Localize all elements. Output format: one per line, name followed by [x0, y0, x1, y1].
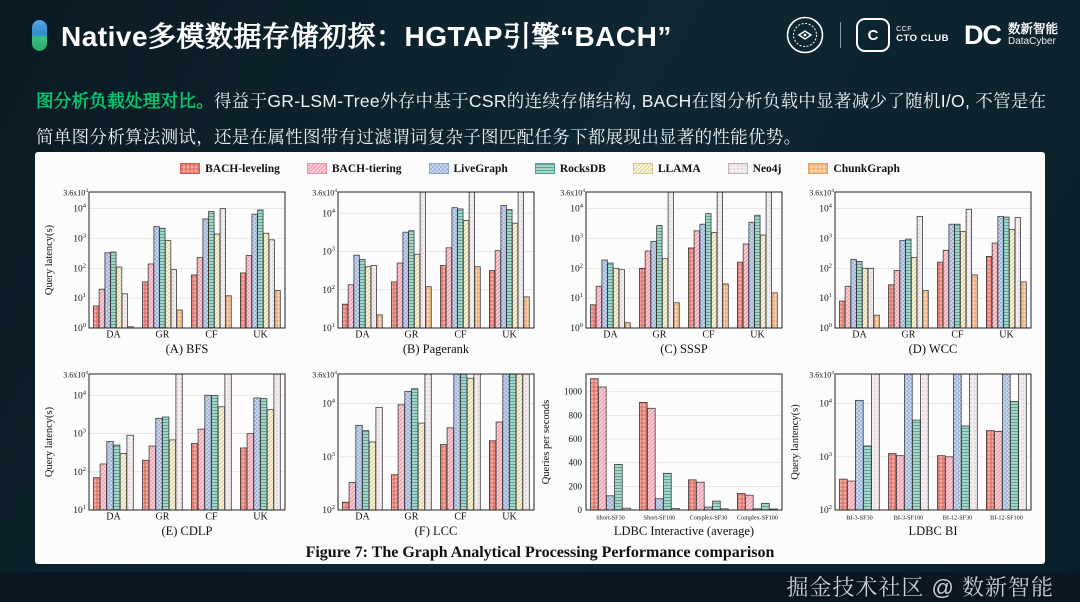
ccf-cto-club-logo	[856, 18, 949, 52]
svg-text:DA: DA	[603, 329, 618, 341]
slide-header	[32, 13, 1058, 57]
svg-text:102: $10^2$	[73, 262, 86, 275]
svg-text:1000: 1000	[564, 386, 582, 397]
svg-text:UK: UK	[998, 329, 1014, 341]
legend-item-neo4j: Neo4j	[728, 163, 782, 175]
chart-f-lcc	[292, 361, 541, 543]
figure-caption: Figure 7: The Graph Analytical Processing Performance comparison	[305, 544, 775, 561]
svg-text:100: $10^0$	[570, 322, 583, 334]
svg-text:UK: UK	[750, 329, 765, 341]
ccf-seal-logo	[785, 15, 825, 55]
svg-text:Queries per seconds: Queries per seconds	[541, 399, 552, 485]
svg-text:102: $10^2$	[73, 465, 86, 478]
svg-text:DA: DA	[354, 511, 370, 523]
svg-text:GR: GR	[155, 329, 170, 341]
svg-text:101: $10^1$	[73, 292, 86, 305]
watermark: 掘金技术社区 @ 数新智能	[786, 575, 1054, 600]
svg-text:200: 200	[568, 481, 582, 492]
svg-text:(F) LCC: (F) LCC	[414, 524, 457, 538]
logo-group	[785, 15, 1058, 55]
svg-text:104: $10^4$	[73, 389, 86, 402]
legend-item-livegraph: LiveGraph	[429, 163, 508, 175]
svg-text:DA: DA	[106, 329, 121, 341]
svg-text:Complex-SF100: Complex-SF100	[737, 514, 778, 522]
legend-item-llama: LLAMA	[633, 163, 701, 175]
description-highlight: 图分析负载处理对比。	[36, 91, 214, 111]
legend-item-chunkgraph: ChunkGraph	[808, 163, 899, 175]
svg-text:3.6x104: $3.6x10^4$	[560, 188, 585, 198]
svg-text:103: $10^3$	[570, 232, 583, 245]
svg-text:104: $10^4$	[321, 397, 335, 410]
svg-text:103: $10^3$	[73, 427, 86, 440]
svg-text:3.6x104: $3.6x10^4$	[63, 188, 88, 198]
svg-text:CF: CF	[950, 329, 964, 341]
svg-text:104: $10^4$	[73, 202, 86, 215]
svg-text:104: $10^4$	[570, 202, 583, 215]
legend-item-leveling: BACH-leveling	[180, 163, 280, 175]
svg-text:Short-SF100: Short-SF100	[643, 514, 676, 522]
svg-text:CF: CF	[205, 329, 218, 341]
svg-text:102: $10^2$	[818, 262, 832, 275]
svg-text:102: $10^2$	[321, 283, 335, 296]
chart-ldbc-interactive-average	[540, 361, 789, 543]
svg-text:100: $10^0$	[73, 322, 86, 334]
svg-text:LDBC Interactive (average): LDBC Interactive (average)	[613, 524, 755, 538]
svg-text:DA: DA	[106, 511, 121, 523]
svg-text:(E) CDLP: (E) CDLP	[161, 524, 213, 538]
cto-club-ccf-label: CCF	[896, 26, 912, 34]
dc-mark-icon: DC	[963, 19, 1001, 50]
svg-text:(B) Pagerank: (B) Pagerank	[402, 342, 469, 356]
svg-text:CF: CF	[702, 329, 715, 341]
svg-text:101: $10^1$	[73, 504, 86, 516]
svg-text:3.6x104: $3.6x10^4$	[808, 188, 834, 198]
svg-text:UK: UK	[253, 511, 268, 523]
figure-panel	[35, 152, 1045, 564]
svg-text:DA: DA	[354, 329, 370, 341]
svg-text:Query latency(s): Query latency(s)	[44, 224, 55, 296]
svg-text:103: $10^3$	[321, 245, 335, 258]
svg-text:GR: GR	[404, 511, 418, 523]
svg-text:100: $10^0$	[818, 322, 832, 334]
description-paragraph	[36, 84, 1052, 156]
datacyber-logo	[964, 20, 1058, 51]
svg-text:CF: CF	[205, 511, 218, 523]
cto-club-badge-icon: C	[856, 18, 890, 52]
svg-text:Short-SF30: Short-SF30	[596, 514, 625, 522]
svg-text:103: $10^3$	[73, 232, 86, 245]
svg-text:GR: GR	[155, 511, 170, 523]
svg-text:BI-3-SF30: BI-3-SF30	[845, 514, 873, 522]
svg-text:(D) WCC: (D) WCC	[908, 342, 957, 356]
svg-text:400: 400	[568, 457, 582, 468]
charts-grid	[43, 179, 1037, 543]
svg-text:BI-12-SF30: BI-12-SF30	[942, 514, 972, 522]
chart-ldbc-bi	[789, 361, 1038, 543]
chart-d-wcc	[789, 179, 1038, 361]
svg-text:3.6x104: $3.6x10^4$	[808, 370, 834, 380]
svg-text:Query latency(s): Query latency(s)	[44, 406, 55, 478]
svg-text:101: $10^1$	[570, 292, 583, 305]
title-bullet-icon	[32, 20, 47, 51]
chart-e-cdlp	[43, 361, 292, 543]
datacyber-cn-label: 数新智能	[1007, 22, 1058, 37]
svg-text:LDBC BI: LDBC BI	[908, 524, 957, 538]
svg-text:GR: GR	[901, 329, 915, 341]
svg-text:BI-12-SF100: BI-12-SF100	[989, 514, 1023, 522]
svg-text:Query lantency(s): Query lantency(s)	[789, 404, 801, 480]
svg-text:104: $10^4$	[818, 397, 832, 410]
svg-text:102: $10^2$	[321, 504, 335, 516]
datacyber-en-label: DataCyber	[1007, 36, 1056, 48]
svg-text:103: $10^3$	[818, 232, 832, 245]
svg-text:GR: GR	[652, 329, 667, 341]
svg-text:102: $10^2$	[570, 262, 583, 275]
page-title: Native多模数据存储初探：HGTAP引擎“BACH”	[61, 21, 672, 52]
description-body: 得益于GR-LSM-Tree外存中基于CSR的连续存储结构, BACH在图分析负载中显著减少了随机I/O, 不管是在简单图分析算法测试，还是在属性图带有过滤谓词复杂子图匹配任务下都展现出显著的性能优势。	[36, 91, 1047, 147]
svg-text:101: $10^1$	[321, 322, 335, 334]
svg-text:GR: GR	[404, 329, 418, 341]
legend-item-tiering: BACH-tiering	[307, 163, 402, 175]
svg-text:DA: DA	[851, 329, 867, 341]
svg-text:0: 0	[577, 505, 582, 515]
svg-text:UK: UK	[253, 329, 268, 341]
svg-text:3.6x104: $3.6x10^4$	[311, 188, 337, 198]
svg-text:UK: UK	[501, 329, 517, 341]
svg-text:UK: UK	[501, 511, 517, 523]
chart-a-bfs	[43, 179, 292, 361]
svg-text:3.6x104: $3.6x10^4$	[311, 370, 337, 380]
svg-text:(C) SSSP: (C) SSSP	[660, 342, 708, 356]
svg-text:101: $10^1$	[818, 292, 832, 305]
svg-text:102: $10^2$	[818, 504, 832, 516]
legend-item-rocksdb: RocksDB	[535, 163, 606, 175]
figure-legend	[43, 158, 1037, 179]
logo-divider	[840, 22, 841, 48]
svg-text:(A) BFS: (A) BFS	[165, 342, 209, 356]
cto-club-label: CTO CLUB	[896, 32, 949, 44]
svg-text:600: 600	[568, 434, 582, 445]
chart-c-sssp	[540, 179, 789, 361]
svg-text:103: $10^3$	[321, 450, 335, 463]
svg-text:Complex-SF30: Complex-SF30	[689, 514, 728, 522]
svg-text:BI-3-SF100: BI-3-SF100	[893, 514, 923, 522]
svg-text:104: $10^4$	[818, 202, 832, 215]
svg-text:CF: CF	[453, 329, 467, 341]
svg-text:103: $10^3$	[818, 450, 832, 463]
svg-text:3.6x104: $3.6x10^4$	[63, 370, 88, 380]
svg-text:CF: CF	[453, 511, 467, 523]
svg-text:800: 800	[568, 410, 582, 421]
chart-b-pagerank	[292, 179, 541, 361]
svg-text:104: $10^4$	[321, 207, 335, 220]
